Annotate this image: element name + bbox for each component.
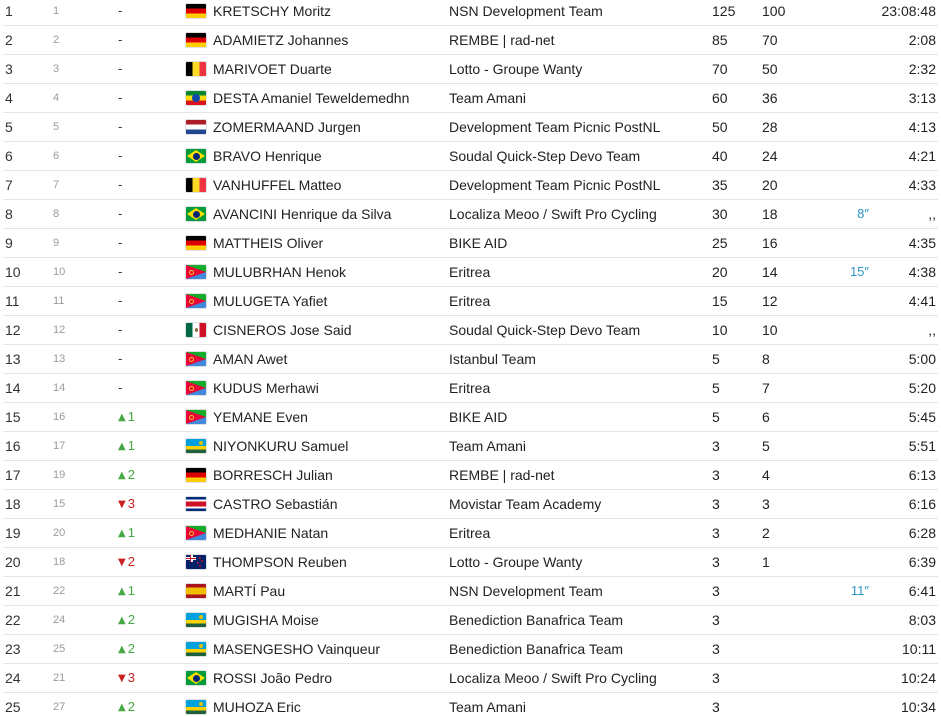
team-name-link[interactable]: BIKE AID [449,409,508,425]
team-name-link[interactable]: NSN Development Team [449,3,603,19]
germany-flag-icon [186,33,206,47]
rank-up-arrow-icon: ▲ [118,441,126,452]
result-row [3,55,938,84]
previous-rank-cell: 18 [53,556,66,568]
team-name-link[interactable]: Development Team Picnic PostNL [449,177,661,193]
time-gap-cell: 4:38 [908,264,936,280]
points-cell: 20 [762,177,778,193]
rank-change-value: 1 [127,583,135,598]
rank-change-value: 1 [127,409,135,424]
rank-change [118,577,135,607]
rider-name-link[interactable]: DESTA Amaniel Teweldemedhn [213,90,410,106]
rider-name-link[interactable]: CASTRO Sebastián [213,496,338,512]
rank-change [118,258,122,286]
points-cell: 16 [762,235,778,251]
result-row [3,664,938,693]
rank-cell: 23 [5,641,21,657]
rank-cell: 19 [5,525,21,541]
rank-cell: 16 [5,438,21,454]
rank-change-value: 1 [127,438,135,453]
uci-points-cell: 3 [712,670,720,686]
rwanda-flag-icon [186,613,206,627]
team-name-link[interactable]: Benediction Banafrica Team [449,612,624,628]
previous-rank-cell: 5 [53,121,60,133]
rider-name-link[interactable]: ADAMIETZ Johannes [213,32,349,48]
rider-name-link[interactable]: VANHUFFEL Matteo [213,177,342,193]
bonus-seconds-cell: 8″ [857,206,869,221]
points-cell: 12 [762,293,778,309]
rank-up-arrow-icon: ▲ [118,702,126,713]
result-row [3,432,938,461]
team-name-link[interactable]: Development Team Picnic PostNL [449,119,661,135]
uci-points-cell: 3 [712,525,720,541]
points-cell: 14 [762,264,778,280]
time-gap-cell: 3:13 [908,90,936,106]
rider-name-link[interactable]: KRETSCHY Moritz [213,3,331,19]
belgium-flag-icon [186,62,206,76]
result-row [3,229,938,258]
time-gap-cell: ,, [928,206,936,222]
time-gap-cell: 10:34 [900,699,936,715]
team-name-link[interactable]: Istanbul Team [449,351,536,367]
previous-rank-cell: 27 [53,701,66,713]
result-row [3,258,938,287]
time-gap-cell: 10:24 [900,670,936,686]
rank-cell: 5 [5,119,13,135]
previous-rank-cell: 21 [53,672,66,684]
rank-change-value: - [118,3,123,18]
rank-change [118,229,122,257]
team-name-link[interactable]: BIKE AID [449,235,508,251]
mexico-flag-icon [186,323,206,337]
previous-rank-cell: 12 [53,324,66,336]
rider-name-link[interactable]: BRAVO Henrique [213,148,322,164]
rank-change [118,548,135,578]
netherlands-flag-icon [186,120,206,134]
result-row [3,490,938,519]
rank-up-arrow-icon: ▲ [118,586,126,597]
rank-change-value: - [118,206,123,221]
time-gap-cell: 6:41 [908,583,936,599]
rank-change [118,200,122,228]
previous-rank-cell: 3 [53,63,60,75]
rank-change-value: 2 [127,641,135,656]
uci-points-cell: 5 [712,409,720,425]
rank-change [118,113,122,141]
points-cell: 50 [762,61,778,77]
rank-up-arrow-icon: ▲ [118,412,126,423]
uci-points-cell: 50 [712,119,728,135]
uci-points-cell: 25 [712,235,728,251]
eritrea-flag-icon [186,352,206,366]
rank-cell: 3 [5,61,13,77]
previous-rank-cell: 19 [53,469,66,481]
points-cell: 6 [762,409,770,425]
previous-rank-cell: 14 [53,382,66,394]
team-name-link[interactable]: REMBE | rad-net [449,467,555,483]
rank-cell: 22 [5,612,21,628]
rank-cell: 20 [5,554,21,570]
rider-name-link[interactable]: MUHOZA Eric [213,699,301,715]
time-gap-cell: 6:13 [908,467,936,483]
rider-name-link[interactable]: THOMPSON Reuben [213,554,347,570]
time-gap-cell: 4:33 [908,177,936,193]
time-gap-cell: 4:35 [908,235,936,251]
previous-rank-cell: 7 [53,179,60,191]
result-row [3,113,938,142]
brazil-flag-icon [186,149,206,163]
rank-change [118,461,135,491]
previous-rank-cell: 13 [53,353,66,365]
rank-cell: 1 [5,3,13,19]
uci-points-cell: 3 [712,641,720,657]
germany-flag-icon [186,236,206,250]
rank-cell: 15 [5,409,21,425]
time-gap-cell: 5:00 [908,351,936,367]
rank-up-arrow-icon: ▲ [118,528,126,539]
rwanda-flag-icon [186,642,206,656]
rank-change [118,55,122,83]
points-cell: 5 [762,438,770,454]
uci-points-cell: 60 [712,90,728,106]
uci-points-cell: 3 [712,496,720,512]
result-row [3,26,938,55]
uci-points-cell: 125 [712,3,736,19]
rider-name-link[interactable]: MARTÍ Pau [213,583,286,599]
brazil-flag-icon [186,207,206,221]
rank-up-arrow-icon: ▲ [118,615,126,626]
time-gap-cell: 10:11 [902,641,936,657]
result-row [3,693,938,717]
previous-rank-cell: 1 [53,5,60,17]
result-row [3,84,938,113]
eritrea-flag-icon [186,294,206,308]
uci-points-cell: 3 [712,554,720,570]
previous-rank-cell: 16 [53,411,66,423]
time-gap-cell: 5:51 [908,438,936,454]
result-row [3,374,938,403]
rank-cell: 25 [5,699,21,715]
points-cell: 10 [762,322,778,338]
result-row [3,635,938,664]
rank-cell: 8 [5,206,13,222]
brazil-flag-icon [186,671,206,685]
rank-change-value: 2 [127,612,135,627]
rank-change [118,606,135,636]
time-gap-cell: 4:41 [908,293,936,309]
rank-cell: 6 [5,148,13,164]
rank-change-value: - [118,32,123,47]
rank-change [118,287,122,315]
rank-change-value: - [118,119,123,134]
rank-change [118,519,135,549]
rank-cell: 11 [5,293,20,309]
bonus-seconds-cell: 15″ [849,264,869,279]
ethiopia-flag-icon [186,91,206,105]
uci-points-cell: 5 [712,380,720,396]
team-name-link[interactable]: Eritrea [449,264,491,280]
points-cell: 70 [762,32,778,48]
uci-points-cell: 3 [712,438,720,454]
time-gap-cell: 23:08:48 [881,3,936,19]
rank-change [118,693,135,717]
team-name-link[interactable]: Lotto - Groupe Wanty [449,554,583,570]
time-gap-cell: 2:32 [908,61,936,77]
time-gap-cell: 5:45 [908,409,936,425]
uci-points-cell: 20 [712,264,728,280]
uci-points-cell: 3 [712,699,720,715]
previous-rank-cell: 9 [53,237,60,249]
rank-cell: 18 [5,496,21,512]
previous-rank-cell: 24 [53,614,66,626]
rider-name-link[interactable]: BORRESCH Julian [213,467,333,483]
rank-change [118,432,135,462]
rank-change-value: - [118,293,123,308]
previous-rank-cell: 15 [53,498,66,510]
rank-change [118,635,135,665]
rank-change-value: - [118,322,123,337]
uci-points-cell: 40 [712,148,728,164]
rank-up-arrow-icon: ▲ [118,470,126,481]
uci-points-cell: 5 [712,351,720,367]
previous-rank-cell: 10 [53,266,66,278]
time-gap-cell: 2:08 [908,32,936,48]
time-gap-cell: 6:39 [908,554,936,570]
points-cell: 4 [762,467,770,483]
points-cell: 2 [762,525,770,541]
previous-rank-cell: 11 [53,295,65,307]
previous-rank-cell: 17 [53,440,66,452]
rank-cell: 9 [5,235,13,251]
time-gap-cell: 4:13 [908,119,936,135]
team-name-link[interactable]: Team Amani [449,438,527,454]
spain-flag-icon [186,584,206,598]
previous-rank-cell: 8 [53,208,60,220]
uci-points-cell: 10 [712,322,728,338]
previous-rank-cell: 20 [53,527,66,539]
rank-cell: 7 [5,177,13,193]
uci-points-cell: 3 [712,467,720,483]
result-row [3,577,938,606]
rank-cell: 12 [5,322,21,338]
rank-change-value: - [118,61,123,76]
rank-cell: 24 [5,670,21,686]
team-name-link[interactable]: Benediction Banafrica Team [449,641,624,657]
belgium-flag-icon [186,178,206,192]
result-row [3,142,938,171]
result-row [3,200,938,229]
team-name-link[interactable]: REMBE | rad-net [449,32,555,48]
rank-change [118,490,135,520]
rank-change [118,316,122,344]
rank-change-value: 2 [127,699,135,714]
rider-name-link[interactable]: MUGISHA Moise [213,612,319,628]
time-gap-cell: 4:21 [908,148,936,164]
rwanda-flag-icon [186,700,206,714]
rider-name-link[interactable]: MULUBRHAN Henok [213,264,347,280]
rank-change [118,0,122,25]
rank-change [118,171,122,199]
team-name-link[interactable]: Eritrea [449,525,491,541]
previous-rank-cell: 4 [53,92,60,104]
result-row [3,403,938,432]
time-gap-cell: 6:16 [908,496,936,512]
points-cell: 7 [762,380,770,396]
rider-name-link[interactable]: MARIVOET Duarte [213,61,332,77]
bonus-seconds-cell: 11″ [850,583,869,598]
rider-name-link[interactable]: ROSSI João Pedro [213,670,333,686]
rider-name-link[interactable]: MATTHEIS Oliver [213,235,324,251]
rank-down-arrow-icon: ▼ [118,499,126,510]
team-name-link[interactable]: Lotto - Groupe Wanty [449,61,583,77]
team-name-link[interactable]: NSN Development Team [449,583,603,599]
eritrea-flag-icon [186,526,206,540]
eritrea-flag-icon [186,381,206,395]
rank-change [118,664,135,694]
uci-points-cell: 35 [712,177,728,193]
uci-points-cell: 70 [712,61,728,77]
previous-rank-cell: 22 [53,585,66,597]
rider-name-link[interactable]: AVANCINI Henrique da Silva [213,206,392,222]
time-gap-cell: 6:28 [908,525,936,541]
rider-name-link[interactable]: YEMANE Even [213,409,308,425]
rank-cell: 14 [5,380,21,396]
previous-rank-cell: 6 [53,150,60,162]
rwanda-flag-icon [186,439,206,453]
rank-change [118,374,122,402]
team-name-link[interactable]: Movistar Team Academy [449,496,602,512]
rank-change-value: - [118,148,123,163]
rank-up-arrow-icon: ▲ [118,644,126,655]
result-row [3,345,938,374]
time-gap-cell: 8:03 [908,612,936,628]
germany-flag-icon [186,468,206,482]
rank-change-value: 3 [127,496,135,511]
uci-points-cell: 3 [712,583,720,599]
rider-name-link[interactable]: ZOMERMAAND Jurgen [213,119,361,135]
result-row [3,461,938,490]
rank-change-value: - [118,235,123,250]
uci-points-cell: 15 [712,293,728,309]
points-cell: 36 [762,90,778,106]
uci-points-cell: 85 [712,32,728,48]
team-name-link[interactable]: Eritrea [449,293,491,309]
uci-points-cell: 30 [712,206,728,222]
team-name-link[interactable]: Eritrea [449,380,491,396]
rank-down-arrow-icon: ▼ [118,557,126,568]
rank-change [118,84,122,112]
team-name-link[interactable]: Soudal Quick-Step Devo Team [449,322,641,338]
rank-cell: 17 [5,467,21,483]
rank-change [118,345,122,373]
rank-change-value: - [118,177,123,192]
rank-change-value: - [118,264,123,279]
eritrea-flag-icon [186,410,206,424]
rank-cell: 2 [5,32,13,48]
rank-change-value: 3 [127,670,135,685]
rank-cell: 13 [5,351,21,367]
rider-name-link[interactable]: NIYONKURU Samuel [213,438,349,454]
new-zealand-flag-icon [186,555,206,569]
rank-change [118,142,122,170]
rank-cell: 4 [5,90,13,106]
eritrea-flag-icon [186,265,206,279]
result-row [3,0,938,26]
rank-change-value: 2 [127,467,135,482]
rider-name-link[interactable]: KUDUS Merhawi [213,380,319,396]
team-name-link[interactable]: Localiza Meoo / Swift Pro Cycling [449,670,657,686]
uci-points-cell: 3 [712,612,720,628]
rider-name-link[interactable]: AMAN Awet [213,351,288,367]
points-cell: 24 [762,148,778,164]
germany-flag-icon [186,4,206,18]
result-row [3,287,938,316]
rank-change-value: - [118,351,123,366]
costa-rica-flag-icon [186,497,206,511]
result-row [3,519,938,548]
rank-change [118,26,122,54]
rank-change [118,403,135,433]
result-row [3,548,938,577]
result-row [3,606,938,635]
rank-cell: 21 [5,583,21,599]
team-name-link[interactable]: Soudal Quick-Step Devo Team [449,148,641,164]
points-cell: 18 [762,206,778,222]
team-name-link[interactable]: Localiza Meoo / Swift Pro Cycling [449,206,657,222]
rider-name-link[interactable]: MASENGESHO Vainqueur [213,641,381,657]
rank-down-arrow-icon: ▼ [118,673,126,684]
rank-change-value: - [118,380,123,395]
rider-name-link[interactable]: MULUGETA Yafiet [213,293,328,309]
result-row [3,171,938,200]
points-cell: 1 [762,554,770,570]
team-name-link[interactable]: Team Amani [449,90,527,106]
points-cell: 100 [762,3,786,19]
previous-rank-cell: 2 [53,34,60,46]
time-gap-cell: 5:20 [908,380,936,396]
points-cell: 3 [762,496,770,512]
rank-change-value: 2 [127,554,135,569]
rank-change-value: 1 [127,525,135,540]
points-cell: 28 [762,119,778,135]
team-name-link[interactable]: Team Amani [449,699,527,715]
result-row [3,316,938,345]
previous-rank-cell: 25 [53,643,66,655]
rank-cell: 10 [5,264,21,280]
time-gap-cell: ,, [928,322,936,338]
rider-name-link[interactable]: CISNEROS Jose Said [213,322,352,338]
rank-change-value: - [118,90,123,105]
rider-name-link[interactable]: MEDHANIE Natan [213,525,329,541]
points-cell: 8 [762,351,770,367]
